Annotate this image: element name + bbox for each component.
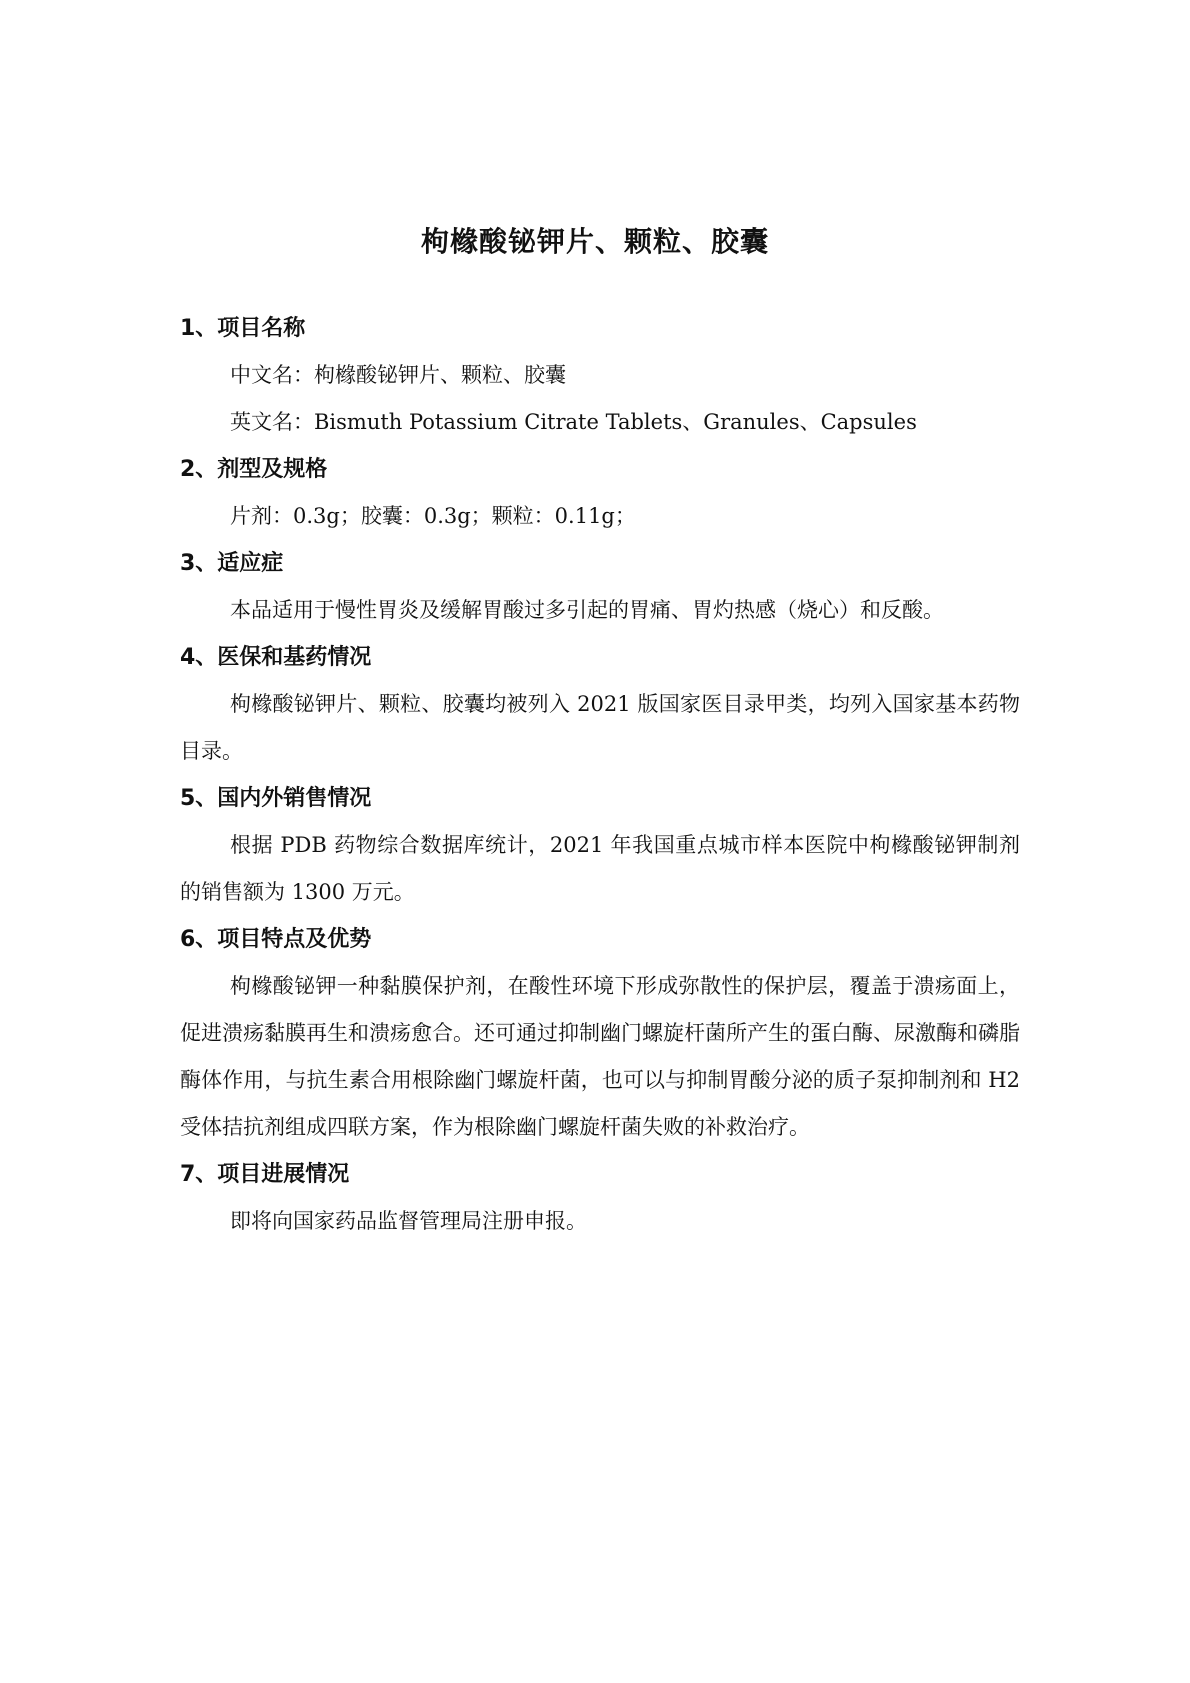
section-indications <box>180 540 1020 634</box>
specification-line: 片剂：0.3g；胶囊：0.3g；颗粒：0.11g； <box>230 504 636 528</box>
section-project-name <box>180 305 1020 446</box>
section-paragraph: 枸橼酸铋钾一种黏膜保护剂，在酸性环境下形成弥散性的保护层，覆盖于溃疡面上，促进溃疡黏膜再生和溃疡愈合。还可通过抑制幽门螺旋杆菌所产生的蛋白酶、尿激酶和磷脂酶体作用，与抗生素合用根除幽门螺旋杆菌，也可以与抑制胃酸分泌的质子泵抑制剂和 H2 受体拮抗剂组成四联方案，作为根除幽门螺旋杆菌失败的补救治疗。 <box>180 974 1020 1139</box>
section-heading: 1、项目名称 <box>180 316 306 341</box>
section-heading: 5、国内外销售情况 <box>180 786 372 811</box>
section-paragraph: 本品适用于慢性胃炎及缓解胃酸过多引起的胃痛、胃灼热感（烧心）和反酸。 <box>230 598 944 622</box>
section-paragraph: 即将向国家药品监督管理局注册申报。 <box>230 1209 587 1233</box>
document-body <box>180 305 1020 1245</box>
section-progress <box>180 1151 1020 1245</box>
section-heading: 6、项目特点及优势 <box>180 927 372 952</box>
section-paragraph: 根据 PDB 药物综合数据库统计，2021 年我国重点城市样本医院中枸橼酸铋钾制剂的销售额为 1300 万元。 <box>180 833 1020 904</box>
section-paragraph: 枸橼酸铋钾片、颗粒、胶囊均被列入 2021 版国家医目录甲类，均列入国家基本药物目录。 <box>180 692 1020 763</box>
section-insurance <box>180 634 1020 775</box>
document-title: 枸橼酸铋钾片、颗粒、胶囊 <box>420 225 769 258</box>
english-name-line: 英文名：Bismuth Potassium Citrate Tablets、Granules、Capsules <box>230 410 917 434</box>
chinese-name-line: 中文名：枸橼酸铋钾片、颗粒、胶囊 <box>230 363 566 387</box>
section-heading: 3、适应症 <box>180 551 284 576</box>
section-features <box>180 916 1020 1151</box>
section-dosage-form <box>180 446 1020 540</box>
section-heading: 4、医保和基药情况 <box>180 645 372 670</box>
section-heading: 7、项目进展情况 <box>180 1162 350 1187</box>
section-sales <box>180 775 1020 916</box>
section-heading: 2、剂型及规格 <box>180 457 328 482</box>
